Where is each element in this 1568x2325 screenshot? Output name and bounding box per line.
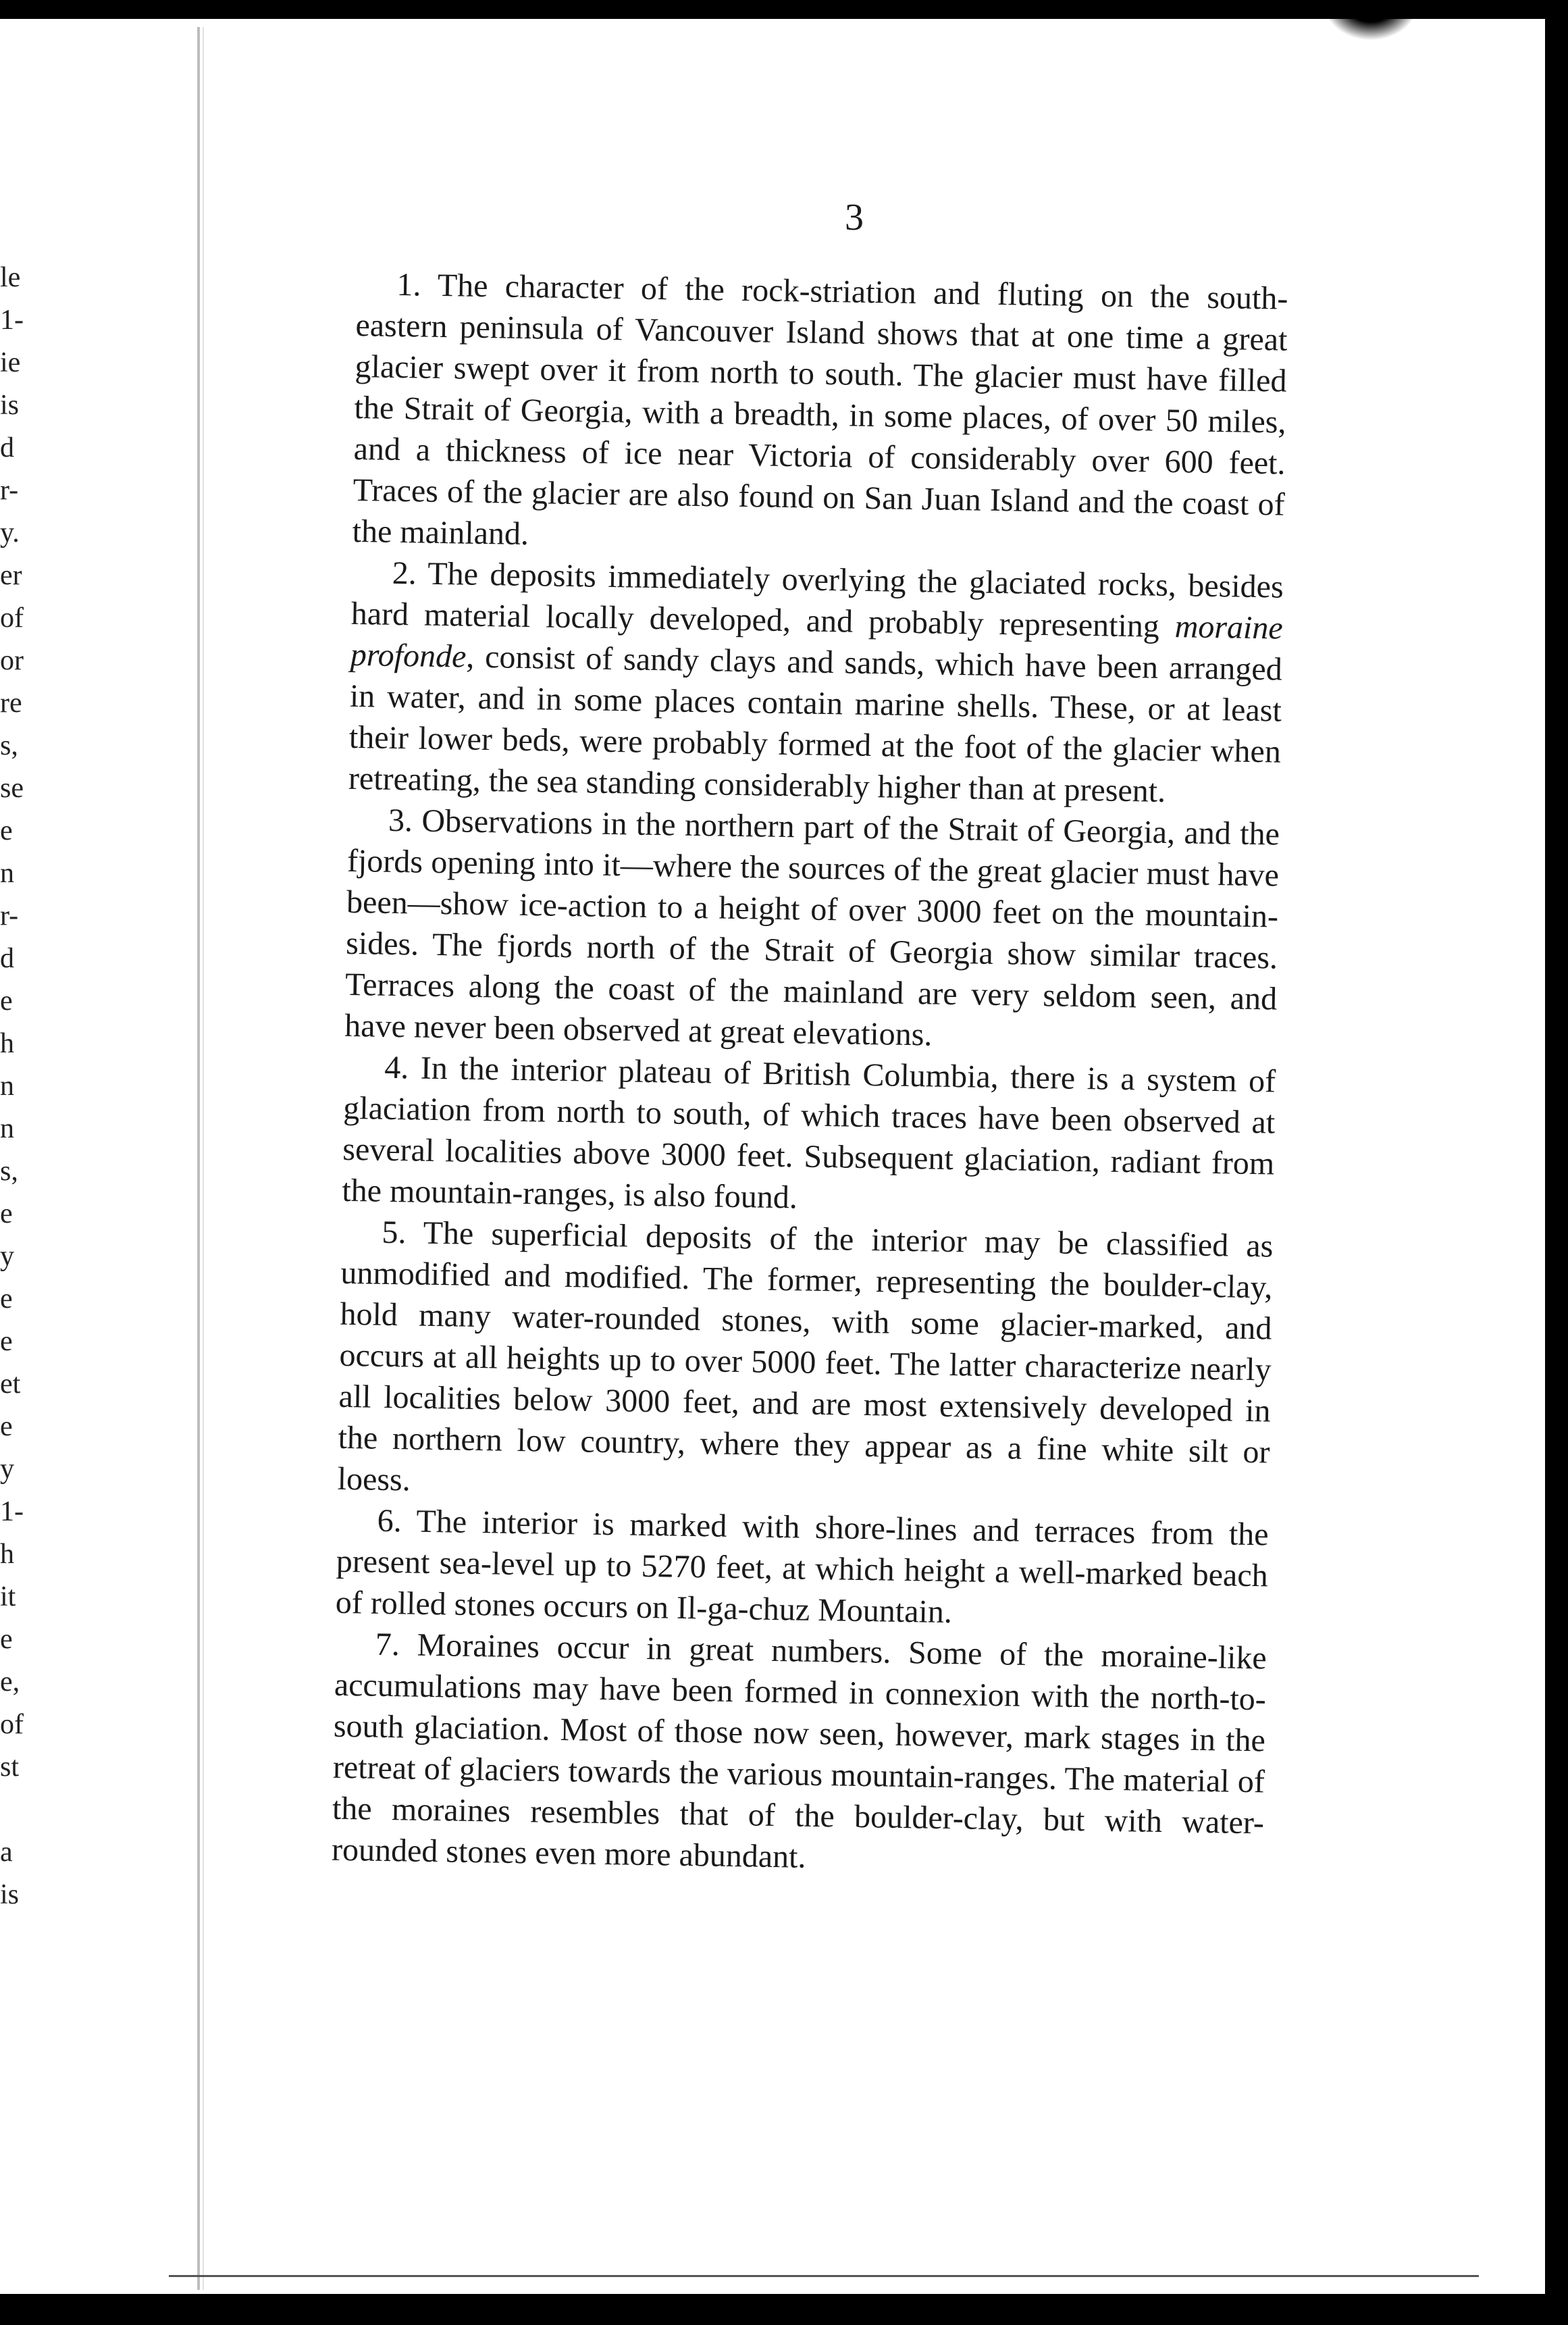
margin-fragment: s, xyxy=(0,1156,18,1187)
page-number: 3 xyxy=(845,197,864,238)
margin-fragment: y. xyxy=(0,517,20,548)
paragraph-3: 3. Observations in the northern part of the Strait of Georgia, and the fjords opening into it—where the sources of the great glacier must have been—show ice-action to a height of over 3000 feet on the mountain-sides. The fjords north of the Strait of Georgia show similar traces. Terraces along the coast of the mainland are very seldom seen, and have never been observed at great elevations. xyxy=(344,802,1280,1053)
margin-fragment: e xyxy=(0,1326,13,1357)
margin-fragment: n xyxy=(0,1071,14,1102)
margin-fragment: r- xyxy=(0,475,19,506)
margin-fragment: 1- xyxy=(0,1496,24,1527)
paragraph-5: 5. The superficial deposits of the interior may be classified as unmodified and modified. The former, representing the boulder-clay, hold many water-rounded stones, with some glacier-marked, and occurs at all heights up to over 5000 feet. The latter characterize nearly all localities below 3000 feet, and are most extensively developed in the northern low country, where they appear as a fine white silt or loess. xyxy=(337,1214,1274,1498)
paragraph-2-italic: moraine profonde xyxy=(350,609,1284,675)
margin-fragment: st xyxy=(0,1752,20,1783)
margin-fragment: h xyxy=(0,1028,14,1059)
margin-fragment: y xyxy=(0,1454,14,1485)
margin-fragment: re xyxy=(0,688,22,719)
paragraph-2 xyxy=(348,552,1284,814)
margin-fragment: le xyxy=(0,262,21,293)
paragraph-2-after: , consist of sandy clays and sands, which have been arranged in water, and in some places contain marine shells. These, or at least their lower beds, were probably formed at the foot of the glacier when retreating, the sea standing considerably higher than at present. xyxy=(348,638,1283,809)
margin-fragment: n xyxy=(0,858,14,889)
margin-fragment: n xyxy=(0,1113,14,1144)
page-gutter-shadow xyxy=(203,27,204,2290)
margin-fragment: y xyxy=(0,1241,14,1272)
margin-fragment: d xyxy=(0,943,14,974)
paragraph-2-before: 2. The deposits immediately overlying the glaciated rocks, besides hard material locally developed, and probably representing xyxy=(350,555,1284,645)
margin-fragment: it xyxy=(0,1581,16,1612)
previous-page-margin xyxy=(0,257,27,1916)
margin-fragment: h xyxy=(0,1539,14,1570)
margin-fragment: e xyxy=(0,1198,13,1229)
margin-fragment: er xyxy=(0,560,22,591)
margin-fragment: e xyxy=(0,815,13,846)
margin-fragment: e xyxy=(0,1624,13,1655)
margin-fragment: d xyxy=(0,432,14,463)
margin-fragment: ie xyxy=(0,347,21,378)
margin-fragment: of xyxy=(0,1709,24,1740)
margin-fragment: se xyxy=(0,773,24,804)
margin-fragment: e, xyxy=(0,1666,20,1697)
paragraph-6: 6. The interior is marked with shore-lines and terraces from the present sea-level up to 5270 feet, at which height a well-marked beach of rolled stones occurs on Il-ga-chuz Mountain. xyxy=(335,1502,1270,1631)
scan-smudge xyxy=(1324,0,1418,41)
margin-fragment: e xyxy=(0,1283,13,1314)
margin-fragment: is xyxy=(0,1879,20,1910)
page-bottom-edge xyxy=(169,2275,1479,2277)
margin-fragment: e xyxy=(0,986,13,1017)
scan-border-right xyxy=(1545,0,1568,2325)
margin-fragment: 1- xyxy=(0,305,24,336)
margin-fragment: et xyxy=(0,1369,21,1400)
margin-fragment xyxy=(0,1789,27,1831)
margin-fragment: or xyxy=(0,645,24,676)
margin-fragment: a xyxy=(0,1837,13,1868)
margin-fragment: e xyxy=(0,1411,13,1442)
paragraph-4: 4. In the interior plateau of British Columbia, there is a system of glaciation from north to south, of which traces have been observed at several localities above 3000 feet. Subsequent glaciation, radiant from the mountain-ranges, is also found. xyxy=(342,1049,1276,1216)
body-text xyxy=(332,263,1288,1885)
margin-fragment: is xyxy=(0,390,20,421)
paragraph-1: 1. The character of the rock-striation and fluting on the south-eastern peninsula of Vancouver Island shows that at one time a great glacier swept over it from north to south. The glacier must have filled the Strait of Georgia, with a breadth, in some places, of over 50 miles, and a thickness of ice near Victoria of considerably over 600 feet. Traces of the glacier are also found on San Juan Island and the coast of the mainland. xyxy=(352,266,1288,553)
scan-border-bottom xyxy=(0,2294,1568,2325)
margin-fragment: r- xyxy=(0,900,19,931)
margin-fragment: s, xyxy=(0,730,18,761)
page-gutter xyxy=(197,27,200,2290)
margin-fragment: of xyxy=(0,603,24,634)
paragraph-7: 7. Moraines occur in great numbers. Some of the moraine-like accumulations may have been formed in connexion with the north-to-south glaciation. Most of those now seen, however, mark stages in the retreat of glaciers towards the various mountain-ranges. The material of the moraines resembles that of the boulder-clay, but with water-rounded stones even more abundant. xyxy=(331,1626,1268,1875)
